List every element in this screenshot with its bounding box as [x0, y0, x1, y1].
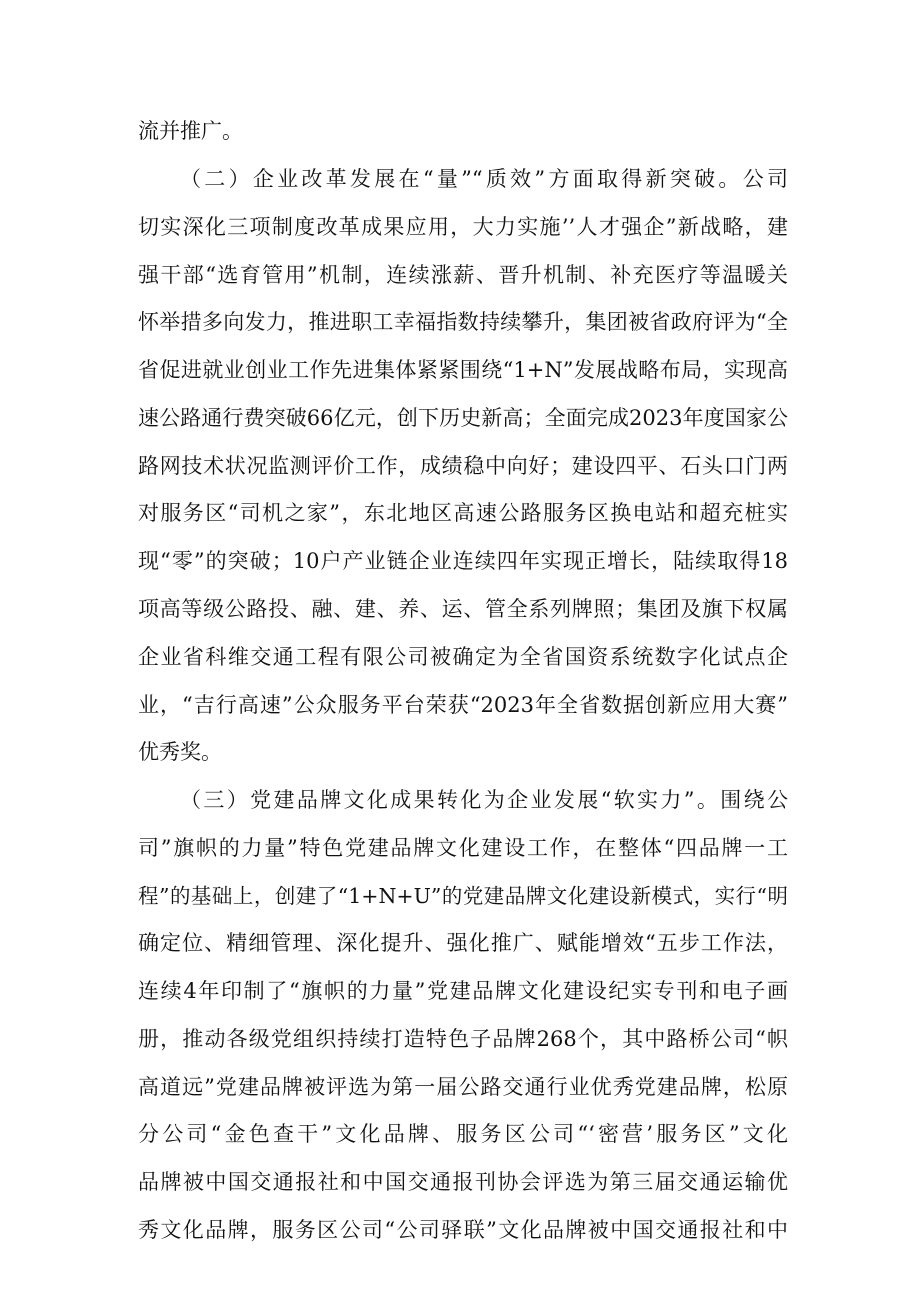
text-line: 项高等级公路投、融、建、养、运、管全系列牌照；集团及旗下权属	[138, 597, 788, 621]
text-line: 司”旗帜的力量”特色党建品牌文化建设工作，在整体“四品牌一工	[138, 836, 788, 860]
text-line: 切实深化三项制度改革成果应用，大力实施’’人才强企”新战略，建	[138, 215, 788, 239]
text-line: 流并推广。	[138, 119, 243, 143]
section-heading-3: （三）党建品牌文化成果转化为企业发展“软实力”。围绕公	[180, 788, 788, 812]
text-line: 强干部“选育管用”机制，连续涨薪、晋升机制、补充医疗等温暖关	[138, 263, 788, 287]
text-line: 分公司“金色查干”文化品牌、服务区公司“‘密营’服务区”文化	[138, 1122, 788, 1146]
text-line: 速公路通行费突破66亿元，创下历史新高；全面完成2023年度国家公	[138, 406, 788, 430]
text-line: 册，推动各级党组织持续打造特色子品牌268个，其中路桥公司“帜	[138, 1027, 788, 1051]
text-line: 现“零”的突破；10户产业链企业连续四年实现正增长，陆续取得18	[138, 549, 788, 573]
text-line: 省促进就业创业工作先进集体紧紧围绕“1+N”发展战略布局，实现高	[138, 358, 788, 382]
text-line: 连续4年印制了“旗帜的力量”党建品牌文化建设纪实专刊和电子画	[138, 979, 788, 1003]
text-line: 怀举措多向发力，推进职工幸福指数持续攀升，集团被省政府评为“全	[138, 310, 788, 334]
text-line: 品牌被中国交通报社和中国交通报刊协会评选为第三届交通运输优	[138, 1170, 788, 1194]
text-line: 路网技术状况监测评价工作，成绩稳中向好；建设四平、石头口门两	[138, 454, 788, 478]
text-line: 业，“吉行高速”公众服务平台荣获“2023年全省数据创新应用大赛”	[138, 693, 788, 717]
section-heading-2: （二）企业改革发展在“量”“质效”方面取得新突破。公司	[180, 167, 788, 191]
text-line: 程”的基础上，创建了“1+N+U”的党建品牌文化建设新模式，实行“明	[138, 884, 788, 908]
text-line: 秀文化品牌，服务区公司“公司驿联”文化品牌被中国交通报社和中	[138, 1218, 788, 1242]
text-line: 企业省科维交通工程有限公司被确定为全省国资系统数字化试点企	[138, 645, 788, 669]
text-line: 高道远”党建品牌被评选为第一届公路交通行业优秀党建品牌，松原	[138, 1075, 788, 1099]
text-line: 优秀奖。	[138, 740, 222, 764]
text-line: 对服务区“司机之家”，东北地区高速公路服务区换电站和超充桩实	[138, 501, 788, 525]
text-line: 确定位、精细管理、深化提升、强化推广、赋能增效“五步工作法，	[138, 931, 788, 955]
